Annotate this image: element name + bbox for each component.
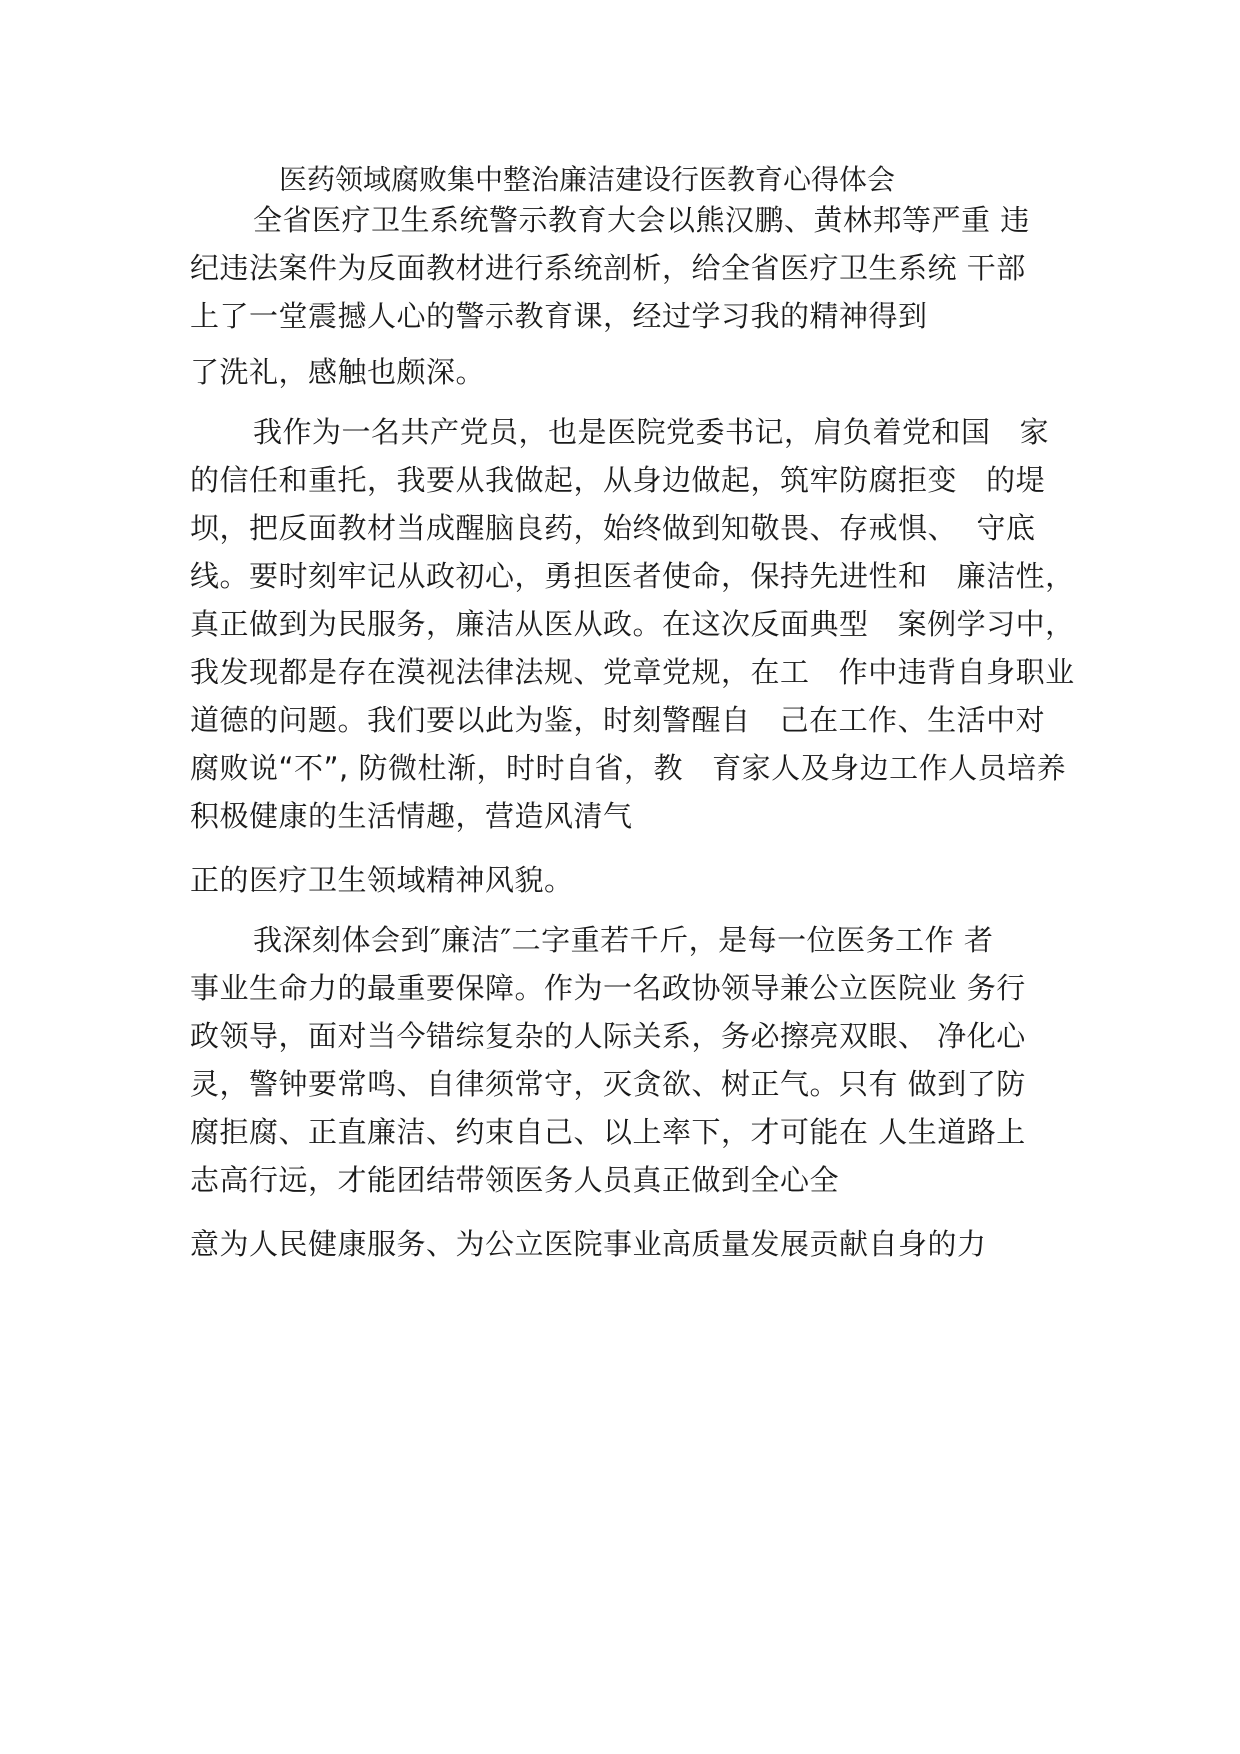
paragraph-line: 我作为一名共产党员，也是医院党委书记，肩负着党和国 家 xyxy=(253,415,1050,449)
paragraph-line: 线。要时刻牢记从政初心，勇担医者使命，保持先进性和 廉洁性， xyxy=(190,559,1075,593)
paragraph-line: 腐拒腐、正直廉洁、约束自己、以上率下，才可能在 人生道路上 xyxy=(190,1115,1026,1149)
paragraph-line: 了洗礼，感触也颇深。 xyxy=(190,355,486,389)
paragraph-line: 纪违法案件为反面教材进行系统剖析，给全省医疗卫生系统 干部 xyxy=(190,251,1026,285)
paragraph-line: 全省医疗卫生系统警示教育大会以熊汉鹏、黄林邦等严重 违 xyxy=(253,203,1030,237)
paragraph-line: 的信任和重托，我要从我做起，从身边做起，筑牢防腐拒变 的堤 xyxy=(190,463,1046,497)
paragraph-line: 事业生命力的最重要保障。作为一名政协领导兼公立医院业 务行 xyxy=(190,971,1026,1005)
paragraph-line: 政领导，面对当今错综复杂的人际关系，务必擦亮双眼、 净化心 xyxy=(190,1019,1026,1053)
document-title: 医药领域腐败集中整治廉洁建设行医教育心得体会 xyxy=(279,163,896,196)
paragraph-line: 意为人民健康服务、为公立医院事业高质量发展贡献自身的力 xyxy=(190,1227,987,1261)
paragraph-line: 上了一堂震撼人心的警示教育课，经过学习我的精神得到 xyxy=(190,299,928,333)
paragraph-line: 真正做到为民服务，廉洁从医从政。在这次反面典型 案例学习中， xyxy=(190,607,1075,641)
paragraph-line: 腐败说“不”, 防微杜渐，时时自省，教 育家人及身边工作人员培养 xyxy=(190,751,1067,785)
paragraph-line: 道德的问题。我们要以此为鉴，时刻警醒自 己在工作、生活中对 xyxy=(190,703,1046,737)
paragraph-line: 灵，警钟要常鸣、自律须常守，灭贪欲、树正气。只有 做到了防 xyxy=(190,1067,1026,1101)
paragraph-line: 志高行远，才能团结带领医务人员真正做到全心全 xyxy=(190,1163,840,1197)
paragraph-line: 我发现都是存在漠视法律法规、党章党规，在工 作中违背自身职业 xyxy=(190,655,1075,689)
paragraph-line: 我深刻体会到″廉洁″二字重若千斤，是每一位医务工作 者 xyxy=(253,923,994,957)
paragraph-line: 积极健康的生活情趣，营造风清气 xyxy=(190,799,633,833)
paragraph-line: 正的医疗卫生领域精神风貌。 xyxy=(190,863,574,897)
paragraph-line: 坝，把反面教材当成醒脑良药，始终做到知敬畏、存戒惧、 守底 xyxy=(190,511,1036,545)
